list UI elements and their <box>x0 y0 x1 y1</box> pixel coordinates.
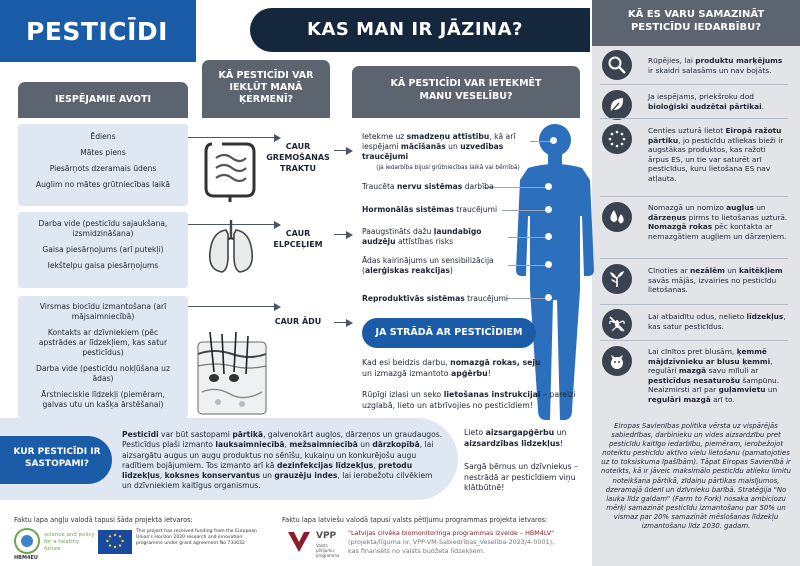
tip-eu-food <box>648 126 788 184</box>
effect-connector <box>506 298 546 299</box>
tip-icon <box>602 202 632 232</box>
source-item: Mātes piens <box>80 148 126 157</box>
text: pretodu līdzekļus <box>122 460 413 481</box>
text: kaitēkļiem <box>738 266 783 275</box>
effect-dot-reproductive <box>545 294 552 301</box>
text: , <box>373 460 379 470</box>
tip-mosquito <box>648 312 788 331</box>
text: grauzēju indes <box>274 471 338 481</box>
text: var būt sastopami <box>158 430 233 439</box>
text: Paaugstināts dažu <box>362 227 434 236</box>
arrow-head <box>346 319 353 327</box>
tip-pets <box>648 347 788 405</box>
tip-weeds <box>648 266 788 295</box>
text: Cīnoties ar <box>648 266 691 275</box>
footer-left-caption: Faktu lapa angļu valodā tapusi šāda projekta ietvaros: <box>14 516 193 524</box>
text: , lai ierobežotu cilvēkiem un dzīvniekiem kaitīgus organismus. <box>122 471 433 491</box>
hbm4eu-logo <box>14 528 40 554</box>
tip-icon <box>602 90 632 120</box>
source-item: Gaisa piesārņojums (arī putekļi) <box>42 245 164 254</box>
text: līdzekļus <box>746 312 784 321</box>
text: smadzeņu attīstību <box>406 132 490 141</box>
sources-food-box <box>18 124 188 206</box>
text: Ādas kairinājums un sensibilizācija ( <box>362 256 494 275</box>
tip-icon <box>602 50 632 80</box>
sources-skin-box <box>18 296 188 418</box>
text: , <box>159 471 165 481</box>
vpp-logo <box>286 528 312 554</box>
effect-note: (ja iedarbība bijusi grūtniecības laikā vai bērnībā) <box>376 165 520 171</box>
work-tip-4: Sargā bērnus un dzīvniekus – nestrādā ar pesticīdiem viņu klātbūtnē! <box>464 462 578 492</box>
footer-right-caption: Faktu lapa latviešu valodā tapusi valsts pētījumu programmas projekta ietvaros: <box>282 516 548 524</box>
text: Rūpīgi izlasi un seko <box>362 390 444 399</box>
effect-reproductive <box>362 294 508 304</box>
text: , galvenokārt augļos, dārzeņos un graudaugos. Pesticīdus plaši izmanto <box>122 430 443 450</box>
water-drops-icon <box>607 207 627 227</box>
main-banner-title: KAS MAN IR JĀZINA? <box>307 19 523 40</box>
text: , jo pesticīdu atliekas bieži ir augstākas produktos, kas ražoti ārpus ES, un tie var saturēt arī pesticīdus, kuru lietošana ES nav atļauta. <box>648 135 784 183</box>
divider <box>600 84 788 85</box>
effect-connector <box>502 210 546 211</box>
route-respiratory: CAUR ELPCEĻIEM <box>273 229 323 249</box>
leaf-icon <box>607 95 627 115</box>
arrow-head <box>274 303 281 311</box>
text: lietošanas instrukcijai <box>443 390 541 399</box>
text: dārzeņus <box>648 212 687 222</box>
source-item: Kontakts ar dzīvniekiem (pēc apstrādes ar līdzekļiem, kas satur pesticīdus) <box>38 328 168 357</box>
source-item: Darba vide (pesticīdu nokļūšana uz ādas) <box>36 364 170 383</box>
sources-heading: IESPĒJAMIE AVOTI <box>55 94 151 105</box>
text: ) <box>449 266 453 275</box>
effect-brain <box>362 132 534 172</box>
text: Lai atbaidītu odus, nelieto <box>648 312 747 321</box>
text: Centies uzturā lietot <box>648 126 726 135</box>
pet-icon <box>607 351 627 371</box>
source-item: Ēdiens <box>90 132 116 141</box>
tip-organic <box>648 92 788 111</box>
text: , kā arī iespējami <box>362 132 516 151</box>
text: – pareizi uzglabā, lieto un atbrīvojies no pesticīdiem! <box>362 390 576 410</box>
divider <box>600 118 788 119</box>
text: pārtikā <box>232 430 264 439</box>
text: Rūpējies, lai <box>648 56 696 65</box>
health-tag <box>352 66 580 118</box>
text: arī to. <box>710 394 735 404</box>
effect-skin <box>362 256 508 276</box>
effect-dot-brain <box>550 137 557 144</box>
text: ķemmē mājdzīvnieku ar blusu ķemmi <box>648 347 771 366</box>
text: pirms to lietošanas uzturā. <box>686 212 788 222</box>
source-item: Auglim no mātes grūtniecības laikā <box>35 180 171 189</box>
tip-wash-produce <box>648 203 788 241</box>
text: ! <box>487 368 491 378</box>
skin-layers-icon <box>196 332 268 416</box>
text: Ja iespējams, priekšroku dod <box>648 92 754 101</box>
text: regulāri mazgā <box>648 394 711 404</box>
text: attīstības risks <box>395 237 454 246</box>
effect-dot-hormones <box>545 206 552 213</box>
project-title: "Latvijas cilvēka biomonitoringa programmas izveide – HBM4LV" <box>348 529 555 537</box>
text: un <box>554 428 567 437</box>
text: alerģiskas reakcijas <box>364 266 450 275</box>
text: ! <box>560 438 564 448</box>
text: uzvedības traucējumi <box>362 142 504 161</box>
arrow-head <box>346 231 353 239</box>
text: guļamvietu <box>718 385 766 395</box>
eu-funding-text: This project has received funding from the European Union's Horizon 2020 research and innovation programme under grant agreement No 733032 <box>136 529 257 547</box>
work-heading: JA STRĀDĀ AR PESTICĪDIEM <box>375 327 523 338</box>
effect-tumor <box>362 227 508 247</box>
source-item: Darba vide (pesticīdu sajaukšana, izsmidzināšana) <box>38 219 168 238</box>
divider <box>600 196 788 197</box>
text: savu mīluli ar <box>706 366 759 376</box>
tip-icon <box>602 264 632 294</box>
text: nervu sistēmas <box>397 182 463 191</box>
weed-icon <box>607 269 627 289</box>
intestine-icon <box>202 136 258 202</box>
text: Pesticīdi <box>122 430 159 439</box>
source-item: Virsmas biocīdu izmantošana (arī mājsaimniecībā) <box>39 302 167 321</box>
reduce-heading: KĀ ES VARU SAMAZINĀT PESTICĪDU IEDARBĪBU? <box>627 9 765 33</box>
tip-icon <box>602 346 632 376</box>
effect-dot-skin <box>545 261 552 268</box>
arrow-skin <box>188 306 276 307</box>
text: , kas satur pesticīdus. <box>648 312 786 331</box>
text: un <box>445 142 461 151</box>
eu-policy-text: Eiropas Savienības politika vērsta uz vispārējās sabiedrības, darbinieku un vides aizsardzību pret pesticīdu kaitīgo iedarbību, piemēram, ierobežojot noteiktu pesticīdu aktīvo vielu lietošanu (pamatojoties uz to toksiskuma īpašībām). Tāpat Eiropas Savienībā ir noteikts, kā ir jāveic maksimālo pesticīdu atlieku limitu noteikšana pārtikā, zīdaiņu pārtikas maisījumos, dzeramajā ūdenī un dzīvnieku barībā. Stratēģija "No lauka līdz galdam" (Farm to Fork) nosaka ambiciozu mērķi samazināt pesticīdu izmantošanu par 50% un vismaz par 20% samazināt mēslošanas līdzekļu izmantošanu līdz 2030. gadam. <box>601 422 791 531</box>
divider <box>600 258 788 259</box>
tip-icon <box>602 309 632 339</box>
text: Lieto <box>464 428 486 437</box>
routes-tag <box>202 60 330 118</box>
hbm4eu-tagline: science and policy for a healthy future <box>44 532 95 552</box>
text: augļus <box>726 203 754 212</box>
work-tip-2 <box>362 390 592 411</box>
mosquito-icon <box>607 314 627 334</box>
text: , regulāri <box>648 356 773 376</box>
text: pesticīdus nesaturošu <box>648 375 741 385</box>
where-heading: KUR PESTICĪDI IR SASTOPAMI? <box>13 447 101 469</box>
text: nomazgā rokas, seju <box>450 358 541 367</box>
page-title: PESTICĪDI <box>26 17 168 46</box>
effect-dot-nerves <box>545 183 552 190</box>
sources-tag <box>18 82 188 118</box>
text: ir skaidri salasāms un nav bojāts. <box>648 65 772 75</box>
work-tip-1 <box>362 358 548 379</box>
routes-heading: KĀ PESTICĪDI VAR IEKĻŪT MANĀ ĶERMENĪ? <box>218 70 314 105</box>
magnifier-icon <box>607 55 627 75</box>
text: dārzkopībā <box>372 440 420 450</box>
text: mācīšanās <box>400 142 446 151</box>
lungs-icon <box>206 218 256 276</box>
effect-dot-tumor <box>545 233 552 240</box>
text: Ietekme uz <box>362 132 407 141</box>
text: , <box>284 440 290 450</box>
text: mazgā <box>678 366 707 376</box>
text: pēc kontakta ar nemazgātiem augļiem un dārzeņiem. <box>648 222 787 241</box>
text: mežsaimniecībā <box>289 440 358 450</box>
text: aizsargapģērbu <box>485 428 555 437</box>
text: ļaundabīgo audzēju <box>362 227 482 246</box>
text: bioloģiski audzētai pārtikai <box>648 101 762 111</box>
text: aizsardzības līdzekļus <box>464 438 561 448</box>
text: traucējumi <box>464 294 509 303</box>
route-digestive: CAUR GREMOŠANAS TRAKTU <box>266 142 330 173</box>
text: Lai cīnītos pret blusām, <box>648 347 737 356</box>
effect-hormones <box>362 205 497 215</box>
work-tip-3 <box>464 428 590 449</box>
tip-icon <box>602 124 632 154</box>
text: darbība <box>462 182 494 191</box>
effect-connector <box>508 237 546 238</box>
text: , lai aizsargātu augus un augu produktus no sēnīšu, kukaiņu un konkurējošu augu radītiem bojājumiem. Tos izmanto arī kā <box>122 440 434 470</box>
text: koksnes konservantus <box>164 471 260 481</box>
route-skin: CAUR ĀDU <box>274 317 322 326</box>
text: traucējumi <box>453 205 498 214</box>
text: savās mājās, izvairies no pesticīdu lietošanas. <box>648 275 777 295</box>
vpp-label: VPP <box>316 531 337 541</box>
text: dezinfekcijas līdzekļus <box>276 460 374 470</box>
text: Eiropā ražotu pārtiku <box>648 126 782 145</box>
health-heading: KĀ PESTICĪDI VAR IETEKMĒT MANU VESELĪBU? <box>390 78 542 102</box>
text: Reproduktīvās sistēmas <box>362 294 465 303</box>
text: šampūnu. Neaizmirsti arī par <box>648 375 780 395</box>
text: un <box>753 203 766 212</box>
text: un <box>259 471 275 481</box>
text: lauksaimniecībā <box>215 440 285 450</box>
project-funding: kas finansēts no valsts budžeta līdzekļiem. <box>348 547 485 555</box>
text: un <box>724 266 739 275</box>
text: . <box>761 101 765 111</box>
text: apģērbu <box>451 368 488 378</box>
eu-flag-icon <box>98 530 132 554</box>
divider <box>600 304 788 305</box>
text: un <box>357 440 373 450</box>
eu-stars-icon <box>607 129 627 149</box>
text: un izmazgā izmantoto <box>362 368 451 378</box>
project-id: (projekta/līguma nr. VPP-VM-Sabiedrības_Veselība-2023/4-0001), <box>348 538 555 546</box>
effect-nerves <box>362 182 494 192</box>
effect-connector <box>508 265 546 266</box>
text: produktu marķējums <box>695 56 783 65</box>
where-text <box>122 430 444 492</box>
tip-label <box>648 56 788 75</box>
text: Traucēta <box>362 182 398 191</box>
text: Nomazgā un nomizo <box>648 203 727 212</box>
source-item: Ārstnieciskie līdzekļi (piemēram, galvas utu un kašķa ārstēšanai) <box>41 390 165 409</box>
source-item: Piesārņots dzeramais ūdens <box>49 164 157 173</box>
vpp-sub: Valsts pētījumu programma <box>316 543 340 558</box>
text: nezālēm <box>690 266 725 275</box>
text: Kad esi beidzis darbu, <box>362 358 451 367</box>
hbm4eu-label: HBM4EU <box>14 555 38 561</box>
divider <box>600 340 788 341</box>
text: Nomazgā rokas <box>648 222 713 232</box>
text: Hormonālās sistēmas <box>362 205 454 214</box>
arrow-head <box>346 147 353 155</box>
text: un <box>765 385 778 395</box>
source-item: Iekštelpu gaisa piesārņojums <box>47 261 159 270</box>
sources-air-box <box>18 212 188 288</box>
